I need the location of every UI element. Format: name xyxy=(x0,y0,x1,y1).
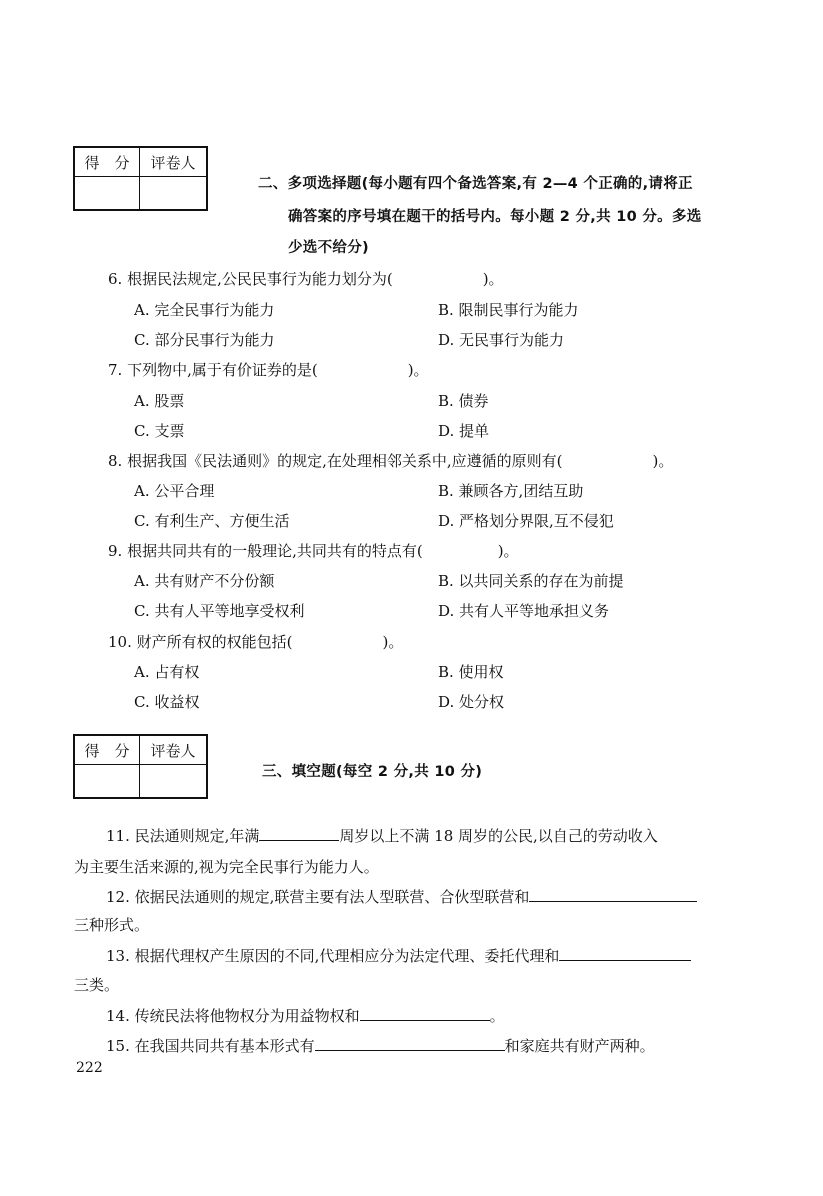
fill-question-14-line xyxy=(106,1005,505,1026)
question-10-option-c: C. 收益权 xyxy=(134,693,200,711)
question-6-stem: 6. 根据民法规定,公民民事行为能力划分为( )。 xyxy=(108,270,504,288)
section2-title-line2: 确答案的序号填在题干的括号内。每小题 2 分,共 10 分。多选 xyxy=(288,209,702,225)
fill-question-13-line1 xyxy=(106,945,691,966)
question-9-stem: 9. 根据共同共有的一般理论,共同共有的特点有( )。 xyxy=(108,542,519,560)
question-6-option-a: A. 完全民事行为能力 xyxy=(134,301,275,319)
fill-question-11-line1 xyxy=(106,825,658,846)
score-cell[interactable] xyxy=(74,177,140,211)
page-number: 222 xyxy=(76,1060,103,1076)
fill-question-12-line1 xyxy=(106,886,697,907)
question-10-stem: 10. 财产所有权的权能包括( )。 xyxy=(108,633,404,651)
fill-question-14-text-a: 14. 传统民法将他物权分为用益物权和 xyxy=(106,1007,360,1025)
question-10-option-d: D. 处分权 xyxy=(438,693,505,711)
fill-question-14-text-b: 。 xyxy=(489,1007,505,1025)
question-8-option-a: A. 公平合理 xyxy=(134,482,215,500)
fill-blank-15[interactable] xyxy=(315,1036,505,1051)
fill-question-11-text-c: 为主要生活来源的,视为完全民事行为能力人。 xyxy=(74,858,379,876)
question-7-option-c: C. 支票 xyxy=(134,422,185,440)
score-box-section3 xyxy=(73,734,208,799)
score-label: 得 分 xyxy=(74,147,140,177)
question-9-option-b: B. 以共同关系的存在为前提 xyxy=(438,572,624,590)
question-8-stem: 8. 根据我国《民法通则》的规定,在处理相邻关系中,应遵循的原则有( )。 xyxy=(108,452,674,470)
question-8-option-b: B. 兼顾各方,团结互助 xyxy=(438,482,584,500)
fill-blank-11[interactable] xyxy=(259,826,339,841)
question-6-option-d: D. 无民事行为能力 xyxy=(438,331,565,349)
fill-question-15-text-a: 15. 在我国共同共有基本形式有 xyxy=(106,1037,315,1055)
question-7-option-b: B. 债券 xyxy=(438,392,489,410)
question-7-stem: 7. 下列物中,属于有价证券的是( )。 xyxy=(108,361,429,379)
fill-question-11-text-b: 周岁以上不满 18 周岁的公民,以自己的劳动收入 xyxy=(339,827,658,845)
fill-question-11-text-a: 11. 民法通则规定,年满 xyxy=(106,827,260,845)
score-box-section2 xyxy=(73,146,208,211)
grader-label: 评卷人 xyxy=(140,147,208,177)
question-10-option-b: B. 使用权 xyxy=(438,663,504,681)
score-cell[interactable] xyxy=(74,765,140,799)
question-8-option-d: D. 严格划分界限,互不侵犯 xyxy=(438,512,614,530)
fill-question-12-text-a: 12. 依据民法通则的规定,联营主要有法人型联营、合伙型联营和 xyxy=(106,888,530,906)
question-7-option-a: A. 股票 xyxy=(134,392,185,410)
score-label: 得 分 xyxy=(74,735,140,765)
question-8-option-c: C. 有利生产、方便生活 xyxy=(134,512,290,530)
fill-blank-13[interactable] xyxy=(559,946,691,961)
question-9-option-c: C. 共有人平等地享受权利 xyxy=(134,602,305,620)
grader-cell[interactable] xyxy=(140,765,208,799)
section2-title-line3: 少选不给分) xyxy=(288,240,369,256)
fill-question-13-text-b: 三类。 xyxy=(74,976,120,994)
question-6-option-b: B. 限制民事行为能力 xyxy=(438,301,579,319)
question-10-option-a: A. 占有权 xyxy=(134,663,200,681)
grader-cell[interactable] xyxy=(140,177,208,211)
grader-label: 评卷人 xyxy=(140,735,208,765)
section3-title: 三、填空题(每空 2 分,共 10 分) xyxy=(262,764,483,780)
fill-question-13-text-a: 13. 根据代理权产生原因的不同,代理相应分为法定代理、委托代理和 xyxy=(106,947,560,965)
fill-question-15-text-b: 和家庭共有财产两种。 xyxy=(504,1037,655,1055)
fill-blank-12[interactable] xyxy=(529,887,697,902)
question-9-option-a: A. 共有财产不分份额 xyxy=(134,572,275,590)
fill-blank-14[interactable] xyxy=(360,1006,490,1021)
question-7-option-d: D. 提单 xyxy=(438,422,490,440)
question-6-option-c: C. 部分民事行为能力 xyxy=(134,331,275,349)
fill-question-12-text-b: 三种形式。 xyxy=(74,916,150,934)
section2-title-line1: 二、多项选择题(每小题有四个备选答案,有 2—4 个正确的,请将正 xyxy=(258,176,693,192)
fill-question-15-line xyxy=(106,1035,655,1056)
question-9-option-d: D. 共有人平等地承担义务 xyxy=(438,602,610,620)
